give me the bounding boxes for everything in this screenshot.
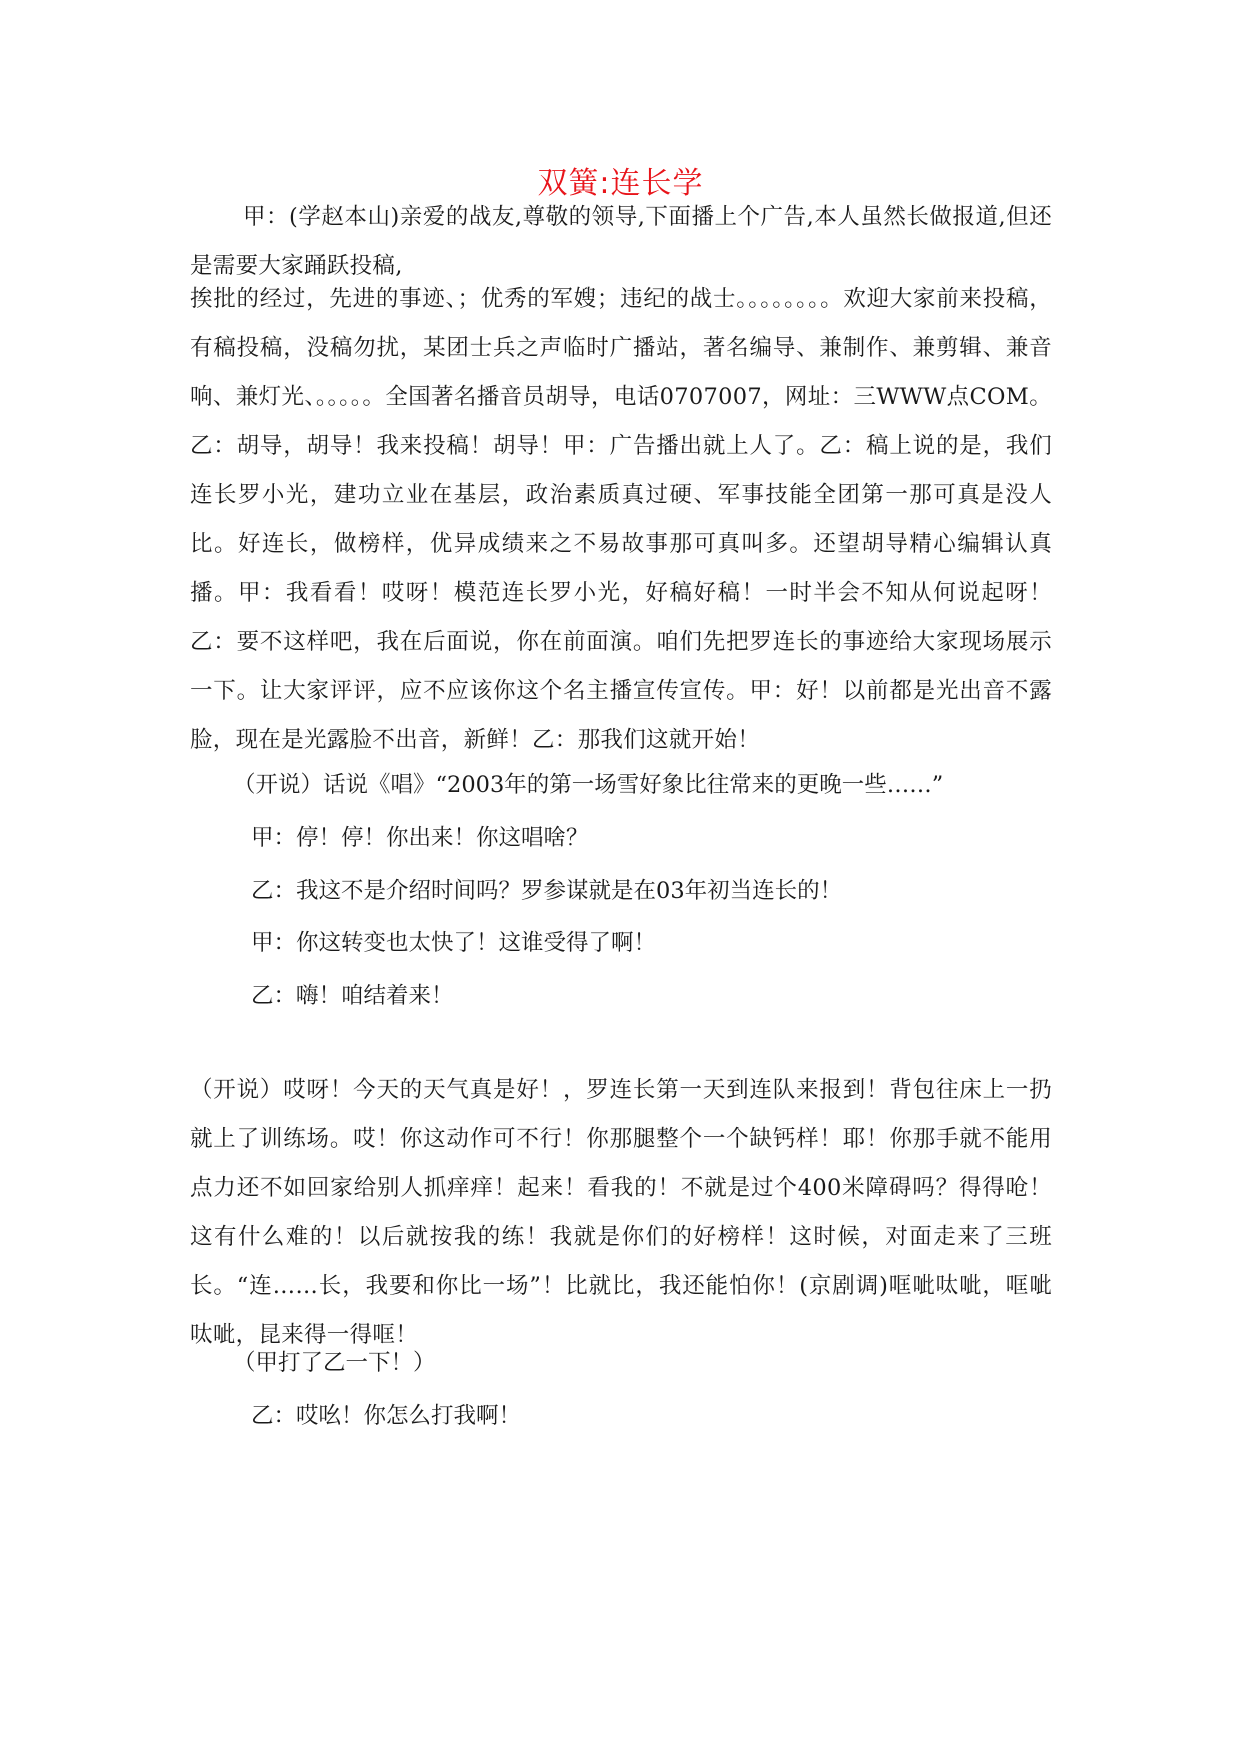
document-title: 双簧:连长学 bbox=[537, 166, 704, 201]
dialogue-line: 乙：嗨！咱结着来！ bbox=[251, 983, 454, 1009]
narration-paragraph: （开说）哎呀！今天的天气真是好！，罗连长第一天到连队来报到！背包往床上一扔就上了训练场。哎！你这动作可不行！你那腿整个一个缺钙样！耶！你那手就不能用点力还不如回家给别人抓痒痒！起来！看我的！不就是过个400米障碍吗？得得呛！这有什么难的！以后就按我的练！我就是你们的好榜样！这时候，对面走来了三班长。“连……长，我要和你比一场”！比就比，我还能怕你！(京剧调)哐呲呔呲，哐呲呔呲，昆来得一得哐！ bbox=[190, 1077, 1052, 1348]
dialogue-line: 乙：我这不是介绍时间吗？罗参谋就是在03年初当连长的！ bbox=[251, 878, 843, 904]
dialogue-line: 甲：停！停！你出来！你这唱啥？ bbox=[251, 825, 589, 851]
intro-paragraph-b: 挨批的经过，先进的事迹、；优秀的军嫂；违纪的战士。。。。。。。。欢迎大家前来投稿，有稿投稿，没稿勿扰，某团士兵之声临时广播站，著名编导、兼制作、兼剪辑、兼音响、兼灯光、。。。。。全国著名播音员胡导，电话0707007，网址：三WWW点COM。乙：胡导，胡导！我来投稿！胡导！甲：广告播出就上人了。乙：稿上说的是，我们连长罗小光，建功立业在基层，政治素质真过硬、军事技能全团第一那可真是没人比。好连长，做榜样，优异成绩来之不易故事那可真叫多。还望胡导精心编辑认真播。甲：我看看！哎呀！模范连长罗小光，好稿好稿！一时半会不知从何说起呀！乙：要不这样吧，我在后面说，你在前面演。咱们先把罗连长的事迹给大家现场展示一下。让大家评评，应不应该你这个名主播宣传宣传。甲：好！以前都是光出音不露脸，现在是光露脸不出音，新鲜！乙：那我们这就开始！ bbox=[190, 286, 1052, 753]
dialogue-line: 乙：哎吆！你怎么打我啊！ bbox=[251, 1403, 522, 1429]
stage-direction: （甲打了乙一下！） bbox=[233, 1350, 436, 1376]
dialogue-line: （开说）话说《唱》“2003年的第一场雪好象比往常来的更晚一些……” bbox=[233, 772, 944, 798]
intro-paragraph-a: 甲：(学赵本山)亲爱的战友,尊敬的领导,下面播上个广告,本人虽然长做报道,但还是需要大家踊跃投稿, bbox=[190, 204, 1052, 279]
dialogue-line: 甲：你这转变也太快了！这谁受得了啊！ bbox=[251, 930, 657, 956]
